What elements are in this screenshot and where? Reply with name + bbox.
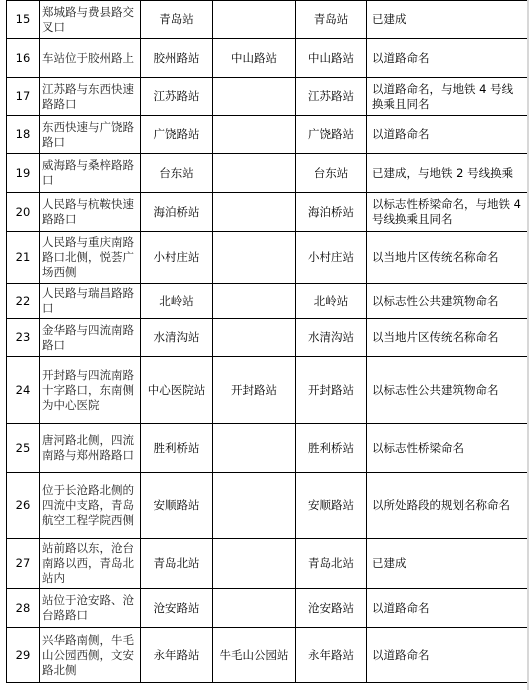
name-b-cell [213,154,296,193]
row-number: 26 [7,473,40,539]
note-cell: 已建成 [367,539,528,589]
location-cell: 东西快速与广饶路路口 [40,116,141,154]
name-c-cell: 青岛站 [296,1,367,39]
location-cell: 金华路与四流南路路口 [40,319,141,357]
row-number: 19 [7,154,40,193]
table-row [7,39,528,78]
name-b-cell [213,473,296,539]
name-a-cell: 广饶路站 [141,116,213,154]
name-c-cell: 安顺路站 [296,473,367,539]
note-cell: 以道路命名 [367,589,528,628]
table-row [7,193,528,232]
name-a-cell: 永年路站 [141,628,213,683]
row-number: 16 [7,39,40,78]
note-cell: 已建成 [367,1,528,39]
note-cell: 以标志性公共建筑物命名 [367,357,528,424]
location-cell: 人民路与重庆南路路口北侧，悦荟广场西侧 [40,232,141,284]
note-cell: 以标志性公共建筑物命名 [367,284,528,319]
name-a-cell: 中心医院站 [141,357,213,424]
name-a-cell: 胜利桥站 [141,424,213,473]
row-number: 29 [7,628,40,683]
name-c-cell: 北岭站 [296,284,367,319]
location-cell: 人民路与瑞昌路路口 [40,284,141,319]
row-number: 20 [7,193,40,232]
name-c-cell: 胜利桥站 [296,424,367,473]
name-b-cell [213,319,296,357]
row-number: 23 [7,319,40,357]
name-c-cell: 开封路站 [296,357,367,424]
note-cell: 以道路命名 [367,39,528,78]
table-row [7,284,528,319]
name-a-cell: 台东站 [141,154,213,193]
table-row [7,1,528,39]
name-a-cell: 青岛北站 [141,539,213,589]
name-c-cell: 中山路站 [296,39,367,78]
note-cell: 已建成，与地铁 2 号线换乘 [367,154,528,193]
name-b-cell [213,116,296,154]
name-a-cell: 胶州路站 [141,39,213,78]
location-cell: 站位于沧安路、沧台路路口 [40,589,141,628]
name-c-cell: 小村庄站 [296,232,367,284]
location-cell: 开封路与四流南路十字路口，东南侧为中心医院 [40,357,141,424]
name-c-cell: 永年路站 [296,628,367,683]
name-c-cell: 青岛北站 [296,539,367,589]
location-cell: 人民路与杭鞍快速路路口 [40,193,141,232]
name-b-cell [213,1,296,39]
name-b-cell [213,193,296,232]
name-a-cell: 海泊桥站 [141,193,213,232]
row-number: 17 [7,78,40,116]
name-c-cell: 台东站 [296,154,367,193]
name-a-cell: 小村庄站 [141,232,213,284]
row-number: 24 [7,357,40,424]
name-c-cell: 海泊桥站 [296,193,367,232]
name-a-cell: 沧安路站 [141,589,213,628]
note-cell: 以道路命名 [367,628,528,683]
station-naming-table [6,0,528,683]
table-row [7,232,528,284]
location-cell: 兴华路南侧，牛毛山公园西侧，文安路北侧 [40,628,141,683]
table-row [7,116,528,154]
name-b-cell: 中山路站 [213,39,296,78]
row-number: 21 [7,232,40,284]
note-cell: 以当地片区传统名称命名 [367,319,528,357]
location-cell: 威海路与桑梓路路口 [40,154,141,193]
table-row [7,319,528,357]
name-c-cell: 广饶路站 [296,116,367,154]
name-c-cell: 水清沟站 [296,319,367,357]
table-row [7,78,528,116]
name-a-cell: 安顺路站 [141,473,213,539]
table-row [7,589,528,628]
name-b-cell: 开封路站 [213,357,296,424]
note-cell: 以当地片区传统名称命名 [367,232,528,284]
location-cell: 站前路以东，沧台南路以西，青岛北站内 [40,539,141,589]
row-number: 22 [7,284,40,319]
row-number: 28 [7,589,40,628]
name-a-cell: 北岭站 [141,284,213,319]
note-cell: 以道路命名 [367,116,528,154]
table-row [7,473,528,539]
note-cell: 以所处路段的规划名称命名 [367,473,528,539]
name-b-cell [213,539,296,589]
name-c-cell: 江苏路站 [296,78,367,116]
note-cell: 以道路命名，与地铁 4 号线换乘且同名 [367,78,528,116]
name-a-cell: 水清沟站 [141,319,213,357]
name-b-cell [213,78,296,116]
name-a-cell: 青岛站 [141,1,213,39]
name-b-cell: 牛毛山公园站 [213,628,296,683]
table-row [7,357,528,424]
location-cell: 江苏路与东西快速路路口 [40,78,141,116]
table-row [7,628,528,683]
table-row [7,539,528,589]
name-a-cell: 江苏路站 [141,78,213,116]
row-number: 25 [7,424,40,473]
note-cell: 以标志性桥梁命名，与地铁 4 号线换乘且同名 [367,193,528,232]
name-b-cell [213,232,296,284]
table-body [7,1,528,683]
row-number: 27 [7,539,40,589]
location-cell: 车站位于胶州路上 [40,39,141,78]
table-row [7,154,528,193]
note-cell: 以标志性桥梁命名 [367,424,528,473]
name-c-cell: 沧安路站 [296,589,367,628]
table-row [7,424,528,473]
location-cell: 郑城路与费县路交叉口 [40,1,141,39]
location-cell: 位于长沧路北侧的四流中支路，青岛航空工程学院西侧 [40,473,141,539]
name-b-cell [213,589,296,628]
location-cell: 唐河路北侧，四流南路与郑州路路口 [40,424,141,473]
name-b-cell [213,284,296,319]
row-number: 15 [7,1,40,39]
row-number: 18 [7,116,40,154]
name-b-cell [213,424,296,473]
